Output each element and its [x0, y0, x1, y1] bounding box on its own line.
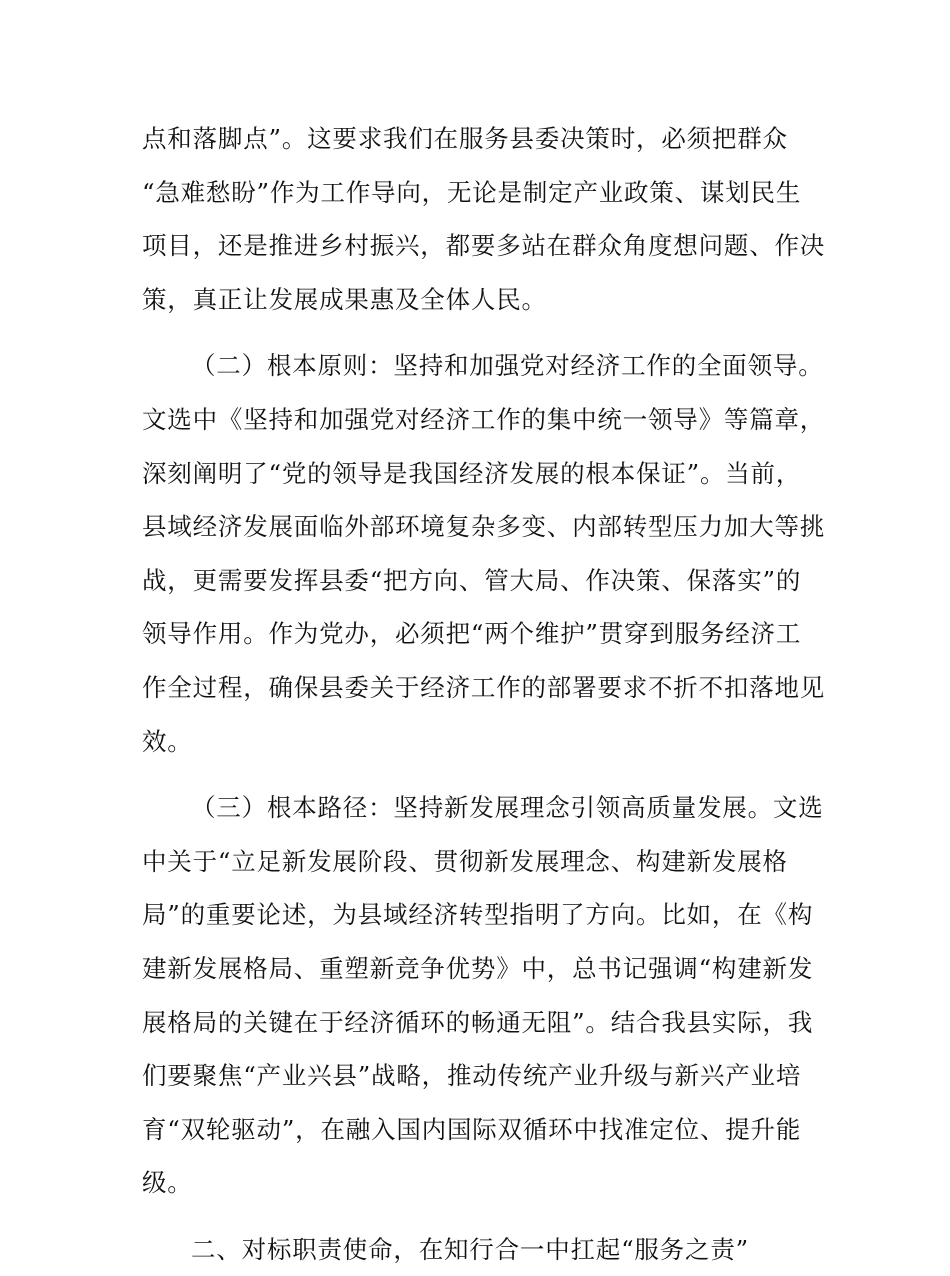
text-line: 作全过程，确保县委关于经济工作的部署要求不折不扣落地见 [142, 672, 826, 702]
paragraph-3 [142, 781, 824, 1210]
document-body [142, 112, 826, 1276]
text-line: 领导作用。作为党办，必须把“两个维护”贯穿到服务经济工 [142, 619, 802, 649]
text-line: 文选中《坚持和加强党对经济工作的集中统一领导》等篇章， [142, 404, 826, 434]
text-line: “急难愁盼”作为工作导向，无论是制定产业政策、谋划民生 [142, 177, 802, 207]
paragraph-2 [142, 339, 826, 768]
text-line: 效。 [142, 726, 193, 756]
text-line: 们要聚焦“产业兴县”战略，推动传统产业升级与新兴产业培 [142, 1061, 802, 1091]
text-line: 点和落脚点”。这要求我们在服务县委决策时，必须把群众 [142, 124, 788, 153]
text-line: （二）根本原则：坚持和加强党对经济工作的全面领导。 [191, 351, 824, 381]
text-line: 县域经济发展面临外部环境复杂多变、内部转型压力加大等挑 [142, 512, 826, 542]
text-line: （三）根本路径：坚持新发展理念引领高质量发展。文选 [191, 793, 824, 823]
section-heading: 二、对标职责使命，在知行合一中扛起“服务之责” [191, 1234, 749, 1264]
text-line: 局”的重要论述，为县域经济转型指明了方向。比如，在《构 [142, 900, 814, 930]
text-line: 战，更需要发挥县委“把方向、管大局、作决策、保落实”的 [142, 565, 802, 595]
text-line: 项目，还是推进乡村振兴，都要多站在群众角度想问题、作决 [142, 231, 826, 261]
text-line: 策，真正让发展成果惠及全体人民。 [142, 284, 547, 314]
paragraph-1 [142, 112, 826, 326]
text-line: 育“双轮驱动”，在融入国内国际双循环中找准定位、提升能 [142, 1114, 802, 1144]
text-line: 中关于“立足新发展阶段、贯彻新发展理念、构建新发展格 [142, 846, 788, 876]
text-line: 级。 [142, 1168, 193, 1198]
text-line: 建新发展格局、重塑新竞争优势》中，总书记强调“构建新发 [142, 953, 814, 983]
text-line: 展格局的关键在于经济循环的畅通无阻”。结合我县实际，我 [142, 1007, 814, 1037]
text-line: 深刻阐明了“党的领导是我国经济发展的根本保证”。当前， [142, 458, 802, 488]
